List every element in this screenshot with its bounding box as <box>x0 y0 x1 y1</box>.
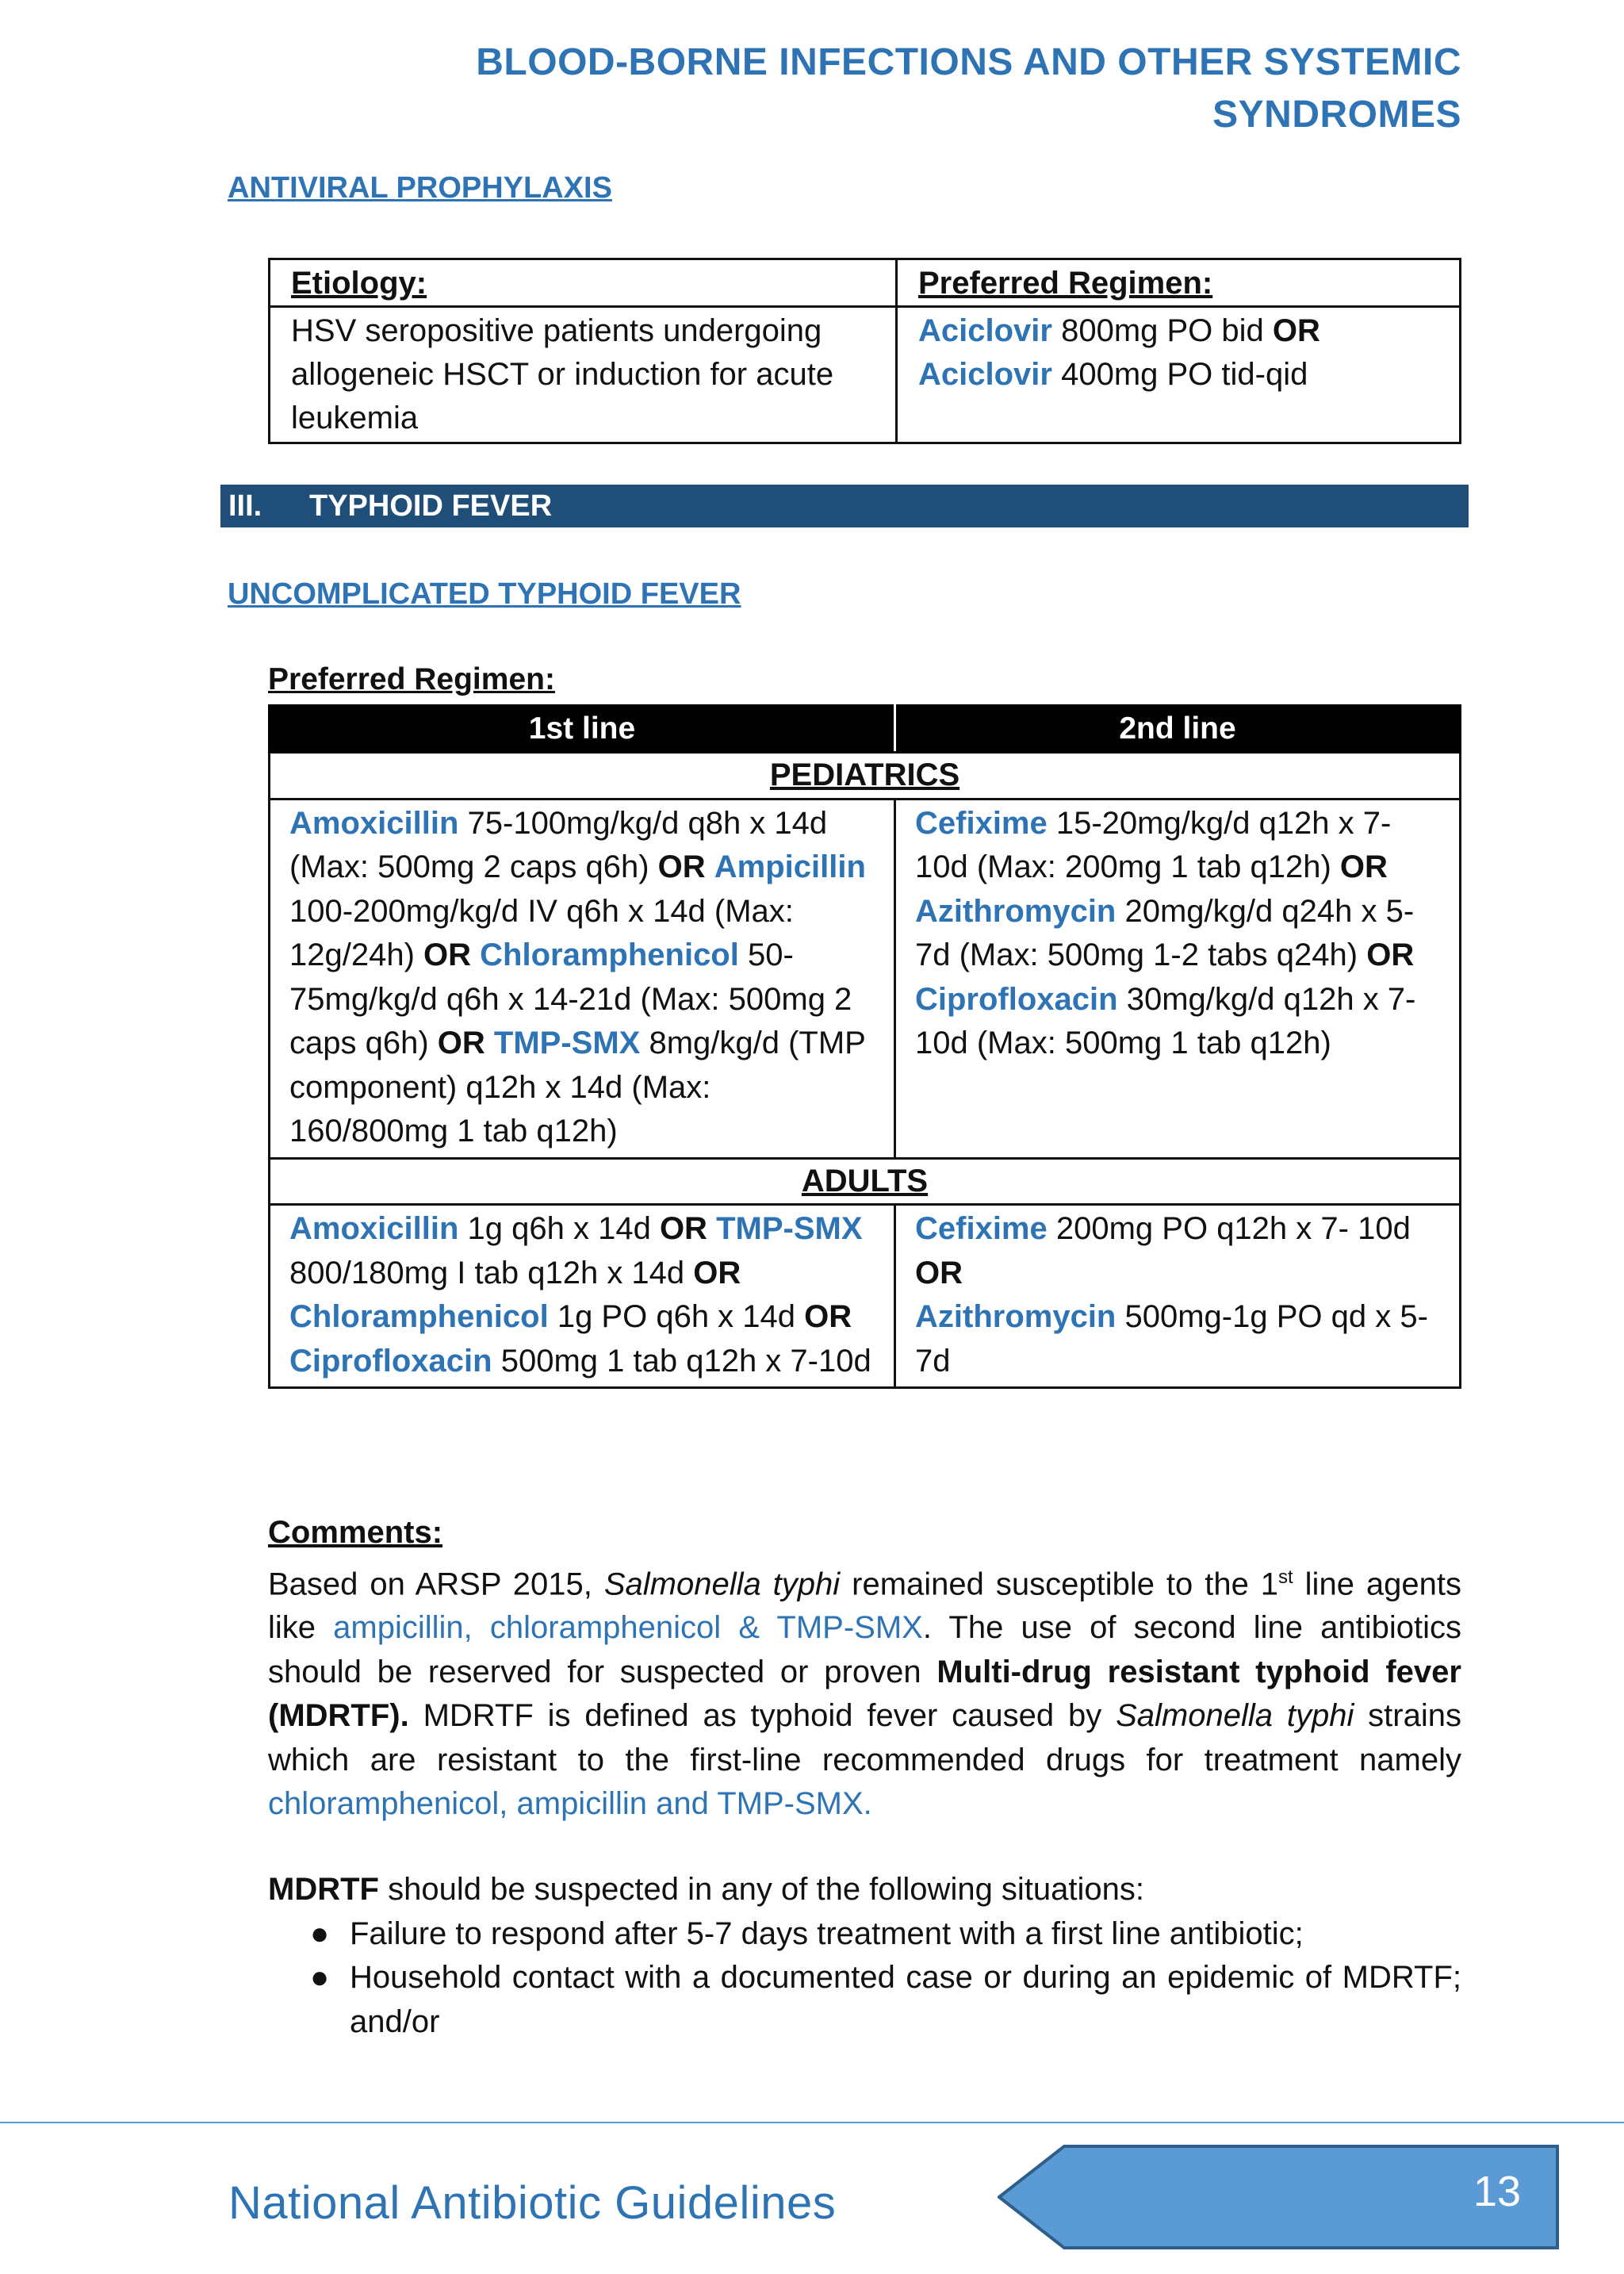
uncomplicated-typhoid-heading: UNCOMPLICATED TYPHOID FEVER <box>228 577 741 611</box>
drug-amoxicillin: Amoxicillin <box>289 805 459 841</box>
dose-text: 75-100mg/kg/d q8h x 14d (Max: 500mg 2 caps q6h) <box>289 805 828 884</box>
list-item-text: Failure to respond after 5-7 days treatment with a first line antibiotic; <box>350 1915 1304 1951</box>
text: strains which are resistant to the first-line recommended drugs for treatment namely <box>268 1698 1461 1777</box>
superscript: st <box>1278 1566 1293 1588</box>
or-text: OR <box>1366 938 1415 972</box>
list-item <box>310 1912 1461 1957</box>
drug-azithromycin: Azithromycin <box>915 893 1116 929</box>
list-item-text: Household contact with a documented case or during an epidemic of MDRTF; and/or <box>350 1960 1461 2039</box>
adult-second-line-cell <box>895 1205 1461 1388</box>
page-number: 13 <box>1473 2168 1522 2215</box>
footer-divider <box>0 2122 1624 2123</box>
dose-text: 8mg/kg/d (TMP component) q12h x 14d (Max: 160/800mg 1 tab q12h) <box>289 1026 866 1149</box>
species-name: Salmonella typhi <box>603 1566 841 1601</box>
drug-aciclovir: Aciclovir <box>918 357 1052 392</box>
drug-cefixime: Cefixime <box>915 805 1048 841</box>
etiology-cell <box>270 307 897 443</box>
dose-text: 50-75mg/kg/d q6h x 14-21d (Max: 500mg 2 caps q6h) <box>289 938 852 1060</box>
preferred-regimen-label: Preferred Regimen: <box>268 662 555 696</box>
or-text: OR <box>804 1299 852 1334</box>
section-band <box>220 485 1469 527</box>
page-header <box>476 36 1461 141</box>
dose-text: 800/180mg I tab q12h x 14d <box>289 1255 694 1290</box>
drug-ciprofloxacin: Ciprofloxacin <box>915 981 1118 1017</box>
drug-list: ampicillin, chloramphenicol & TMP-SMX <box>333 1610 923 1646</box>
text: MDRTF is defined as typhoid fever caused by <box>408 1698 1116 1734</box>
drug-tmp-smx: TMP-SMX <box>716 1211 863 1246</box>
or-text: OR <box>657 849 706 884</box>
dose-text: 500mg 1 tab q12h x 7-10d <box>492 1343 871 1379</box>
comments-paragraph <box>268 1555 1461 1827</box>
species-name: Salmonella typhi <box>1116 1698 1354 1734</box>
regimen-header-cell <box>897 259 1461 307</box>
footer-title: National Antibiotic Guidelines <box>228 2177 837 2229</box>
or-text: OR <box>1339 849 1388 884</box>
dose-text: 400mg PO tid-qid <box>1051 357 1308 392</box>
dose-text: 800mg PO bid <box>1051 313 1273 348</box>
comments-block <box>268 1511 1461 1827</box>
text: should be suspected in any of the following situations: <box>378 1872 1145 1907</box>
drug-ciprofloxacin: Ciprofloxacin <box>289 1343 492 1379</box>
dose-text: 20mg/kg/d q24h x 5-7d (Max: 500mg 1-2 tabs q24h) <box>915 893 1415 972</box>
section-number: III. <box>228 489 262 523</box>
pediatrics-label: PEDIATRICS <box>769 757 960 792</box>
header-line-1: BLOOD-BORNE INFECTIONS AND OTHER SYSTEMIC <box>476 41 1461 83</box>
or-text: OR <box>1272 313 1320 348</box>
col-2nd-line: 2nd line <box>895 706 1461 753</box>
pediatric-second-line-cell <box>895 799 1461 1158</box>
dose-text: 200mg PO q12h x 7- 10d <box>1047 1211 1411 1246</box>
text: Based on ARSP 2015, <box>268 1566 604 1601</box>
regimen-cell <box>897 307 1461 443</box>
antiviral-prophylaxis-heading: ANTIVIRAL PROPHYLAXIS <box>228 171 612 205</box>
text: remained susceptible to the 1 <box>840 1566 1279 1601</box>
text: line agents like <box>268 1566 1461 1646</box>
typhoid-regimen-table <box>268 704 1461 1389</box>
bullet-icon: ● <box>310 1960 330 1995</box>
mdrtf-lead <box>268 1868 1461 1912</box>
dose-text: 15-20mg/kg/d q12h x 7-10d (Max: 200mg 1 tab q12h) <box>915 805 1392 884</box>
pediatrics-row <box>270 753 1461 800</box>
or-text: OR <box>915 1255 963 1290</box>
drug-list: chloramphenicol, ampicillin and TMP-SMX. <box>268 1786 872 1822</box>
section-title: TYPHOID FEVER <box>309 489 553 523</box>
mdrtf-term: MDRTF <box>268 1872 379 1907</box>
pediatric-first-line-cell <box>270 799 895 1158</box>
etiology-header-cell <box>270 259 897 307</box>
comments-label: Comments: <box>268 1515 443 1550</box>
etiology-header: Etiology: <box>291 266 427 301</box>
antiviral-table <box>268 258 1461 444</box>
etiology-text: HSV seropositive patients undergoing allogeneic HSCT or induction for acute leukemia <box>291 313 834 435</box>
drug-cefixime: Cefixime <box>915 1211 1048 1246</box>
adult-first-line-cell <box>270 1205 895 1388</box>
bullet-icon: ● <box>310 1915 330 1951</box>
mdrtf-definition-term: Multi-drug resistant typhoid fever (MDRTF). <box>268 1654 1461 1734</box>
adults-label: ADULTS <box>801 1163 929 1198</box>
dose-text: 30mg/kg/d q12h x 7-10d (Max: 500mg 1 tab q12h) <box>915 981 1416 1060</box>
header-line-2: SYNDROMES <box>1212 94 1461 136</box>
col-1st-line: 1st line <box>270 706 895 753</box>
regimen-header: Preferred Regimen: <box>918 266 1213 301</box>
list-item <box>310 1956 1461 2044</box>
drug-amoxicillin: Amoxicillin <box>289 1211 459 1246</box>
or-text: OR <box>437 1026 485 1060</box>
drug-aciclovir: Aciclovir <box>918 313 1052 348</box>
mdrtf-block <box>268 1868 1461 2044</box>
drug-chloramphenicol: Chloramphenicol <box>289 1299 549 1334</box>
or-text: OR <box>659 1211 707 1246</box>
or-text: OR <box>693 1255 741 1290</box>
drug-ampicillin: Ampicillin <box>714 849 866 884</box>
drug-chloramphenicol: Chloramphenicol <box>480 938 739 972</box>
dose-text: 100-200mg/kg/d IV q6h x 14d (Max: 12g/24h) <box>289 893 794 972</box>
dose-text: 500mg-1g PO qd x 5-7d <box>915 1299 1428 1379</box>
drug-azithromycin: Azithromycin <box>915 1299 1116 1334</box>
drug-tmp-smx: TMP-SMX <box>493 1026 641 1060</box>
dose-text: 1g q6h x 14d <box>458 1211 660 1246</box>
mdrtf-list <box>268 1912 1461 2045</box>
adults-row <box>270 1158 1461 1205</box>
dose-text: 1g PO q6h x 14d <box>548 1299 805 1334</box>
text: . The use of second line antibiotics should be reserved for suspected or proven <box>268 1610 1462 1689</box>
or-text: OR <box>423 938 472 972</box>
